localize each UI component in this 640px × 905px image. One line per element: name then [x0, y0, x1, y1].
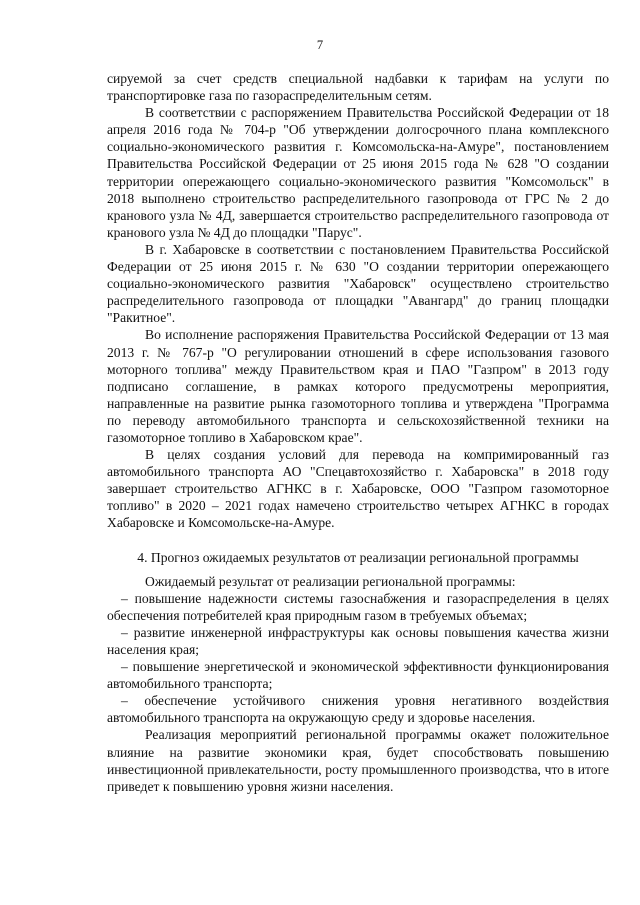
results-intro: Ожидаемый результат от реализации региональной программы: [145, 573, 516, 589]
result-item: – повышение энергетической и экономической эффективности функционирования автомобильного транспорта; [107, 659, 609, 692]
paragraph-gazprom-agreement: Во исполнение распоряжения Правительства Российской Федерации от 13 мая 2013 г. № 767-р "О регулировании отношений в сфере использования газового моторного топлива" между Правительством края и ПАО "Газпром" в 2013 году подписано соглашение, в рамках которого предусмотрены мероприятия, направленные на развитие рынка газомоторного топлива и утверждена "Программа по переводу автомобильного транспорта и сельскохозяйственной техники на газомоторное топливо в Хабаровском крае". [107, 327, 609, 445]
document-body [107, 70, 609, 795]
paragraph-khabarovsk: В г. Хабаровске в соответствии с постановлением Правительства Российской Федерации от 25 июня 2015 г. № 630 "О создании территории опережающего социально-экономического развития "Хабаровск" осуществлено строительство распределительного газопровода от площадки "Авангард" до границ площадки "Ракитное". [107, 241, 609, 326]
result-item: – повышение надежности системы газоснабжения и газораспределения в целях обеспечения потребителей края природным газом в требуемых объемах; [107, 590, 609, 623]
continuation-paragraph: сируемой за счет средств специальной надбавки к тарифам на услуги по транспортировке газа по газораспределительным сетям. [107, 71, 609, 104]
paragraph-komsomolsk: В соответствии с распоряжением Правительства Российской Федерации от 18 апреля 2016 года № 704-р "Об утверждении долгосрочного плана комплексного социально-экономического развития г. Комсомольска-на-Амуре", постановлением Правительства Российской Федерации от 25 июня 2015 года № 628 "О создании территории опережающего социально-экономического развития "Комсомольск" в 2018 выполнено строительство распределительного газопровода от ГРС № 2 до кранового узла № 4Д, завершается строительство распределительного газопровода от кранового узла № 4Д до площадки "Парус". [107, 105, 609, 240]
page-number: 7 [316, 38, 324, 52]
section-heading: 4. Прогноз ожидаемых результатов от реализации региональной программы [137, 549, 579, 565]
paragraph-agnks: В целях создания условий для перевода на компримированный газ автомобильного транспорта АО "Спецавтохозяйство г. Хабаровска" в 2018 году завершает строительство АГНКС в г. Хабаровске, ООО "Газпром газомоторное топливо" в 2020 – 2021 годах намечено строительство четырех АГНКС в городах Хабаровске и Комсомольске-на-Амуре. [107, 447, 609, 531]
result-item: – развитие инженерной инфраструктуры как основы повышения качества жизни населения края; [107, 624, 609, 657]
conclusion-paragraph: Реализация мероприятий региональной программы окажет положительное влияние на развитие экономики края, будет способствовать повышению инвестиционной привлекательности, росту промышленного производства, что в итоге приведет к повышению уровня жизни населения. [107, 727, 609, 794]
result-item: – обеспечение устойчивого снижения уровня негативного воздействия автомобильного транспорта на окружающую среду и здоровье населения. [107, 693, 609, 726]
